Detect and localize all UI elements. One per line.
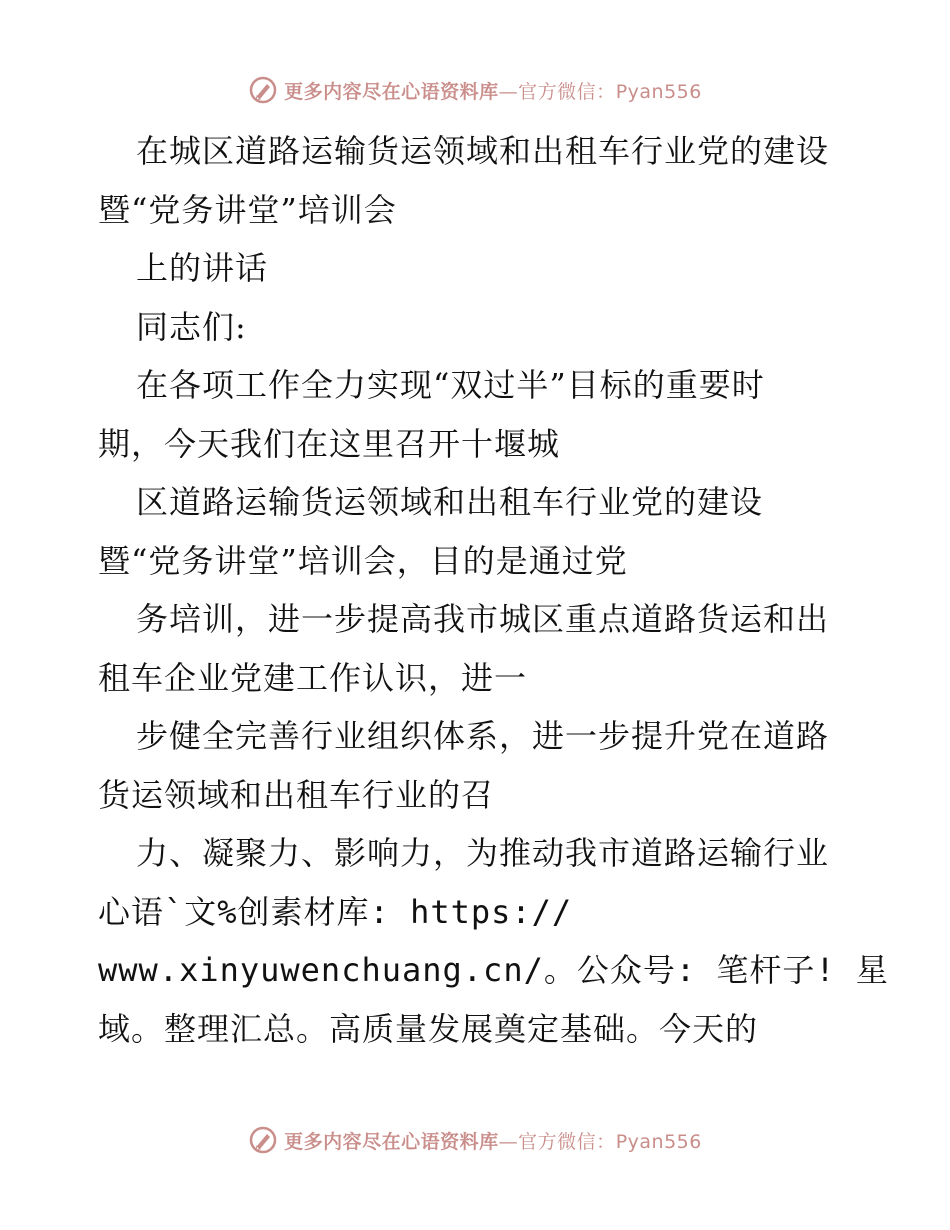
text-line: 租车企业党建工作认识，进一 xyxy=(98,658,528,697)
watermark-wechat-label: 官方微信： xyxy=(518,80,616,103)
pen-logo-icon xyxy=(248,75,278,105)
header-watermark xyxy=(0,70,950,110)
text-line: 力、凝聚力、影响力，为推动我市道路运输行业 xyxy=(136,834,830,872)
pen-logo-icon xyxy=(248,1125,278,1155)
text-line: 上的讲话 xyxy=(136,249,269,287)
document-body xyxy=(98,122,889,1058)
watermark-text xyxy=(284,1127,702,1154)
text-line: 同志们: xyxy=(136,307,247,346)
text-line: 在城区道路运输货运领域和出租车行业党的建设 xyxy=(136,132,830,170)
text-line: 域。整理汇总。高质量发展奠定基础。今天的 xyxy=(98,1009,759,1048)
watermark-dash: — xyxy=(498,1130,519,1153)
watermark-main: 更多内容尽在心语资料库 xyxy=(284,80,499,103)
watermark-dash: — xyxy=(498,80,519,103)
text-line: 在各项工作全力实现“双过半”目标的重要时 xyxy=(136,366,765,404)
text-line: 货运领域和出租车行业的召 xyxy=(98,775,495,814)
text-line: 暨“党务讲堂”培训会 xyxy=(98,190,397,229)
watermark-main: 更多内容尽在心语资料库 xyxy=(284,1130,499,1153)
text-line: www.xinyuwenchuang.cn/。公众号: 笔杆子! 星 xyxy=(98,951,889,989)
watermark-wechat-id: Pyan556 xyxy=(615,80,702,103)
text-line: 务培训，进一步提高我市城区重点道路货运和出 xyxy=(136,600,830,638)
watermark-wechat-label: 官方微信： xyxy=(518,1130,616,1153)
text-line: 暨“党务讲堂”培训会，目的是通过党 xyxy=(98,541,628,580)
text-line: 区道路运输货运领域和出租车行业党的建设 xyxy=(136,483,764,521)
text-line: 期，今天我们在这里召开十堰城 xyxy=(98,424,561,463)
footer-watermark xyxy=(0,1120,950,1160)
watermark-text xyxy=(284,77,702,104)
text-line: 心语`文%创素材库: https:// xyxy=(98,892,573,931)
watermark-wechat-id: Pyan556 xyxy=(615,1130,702,1153)
text-line: 步健全完善行业组织体系，进一步提升党在道路 xyxy=(136,717,830,755)
